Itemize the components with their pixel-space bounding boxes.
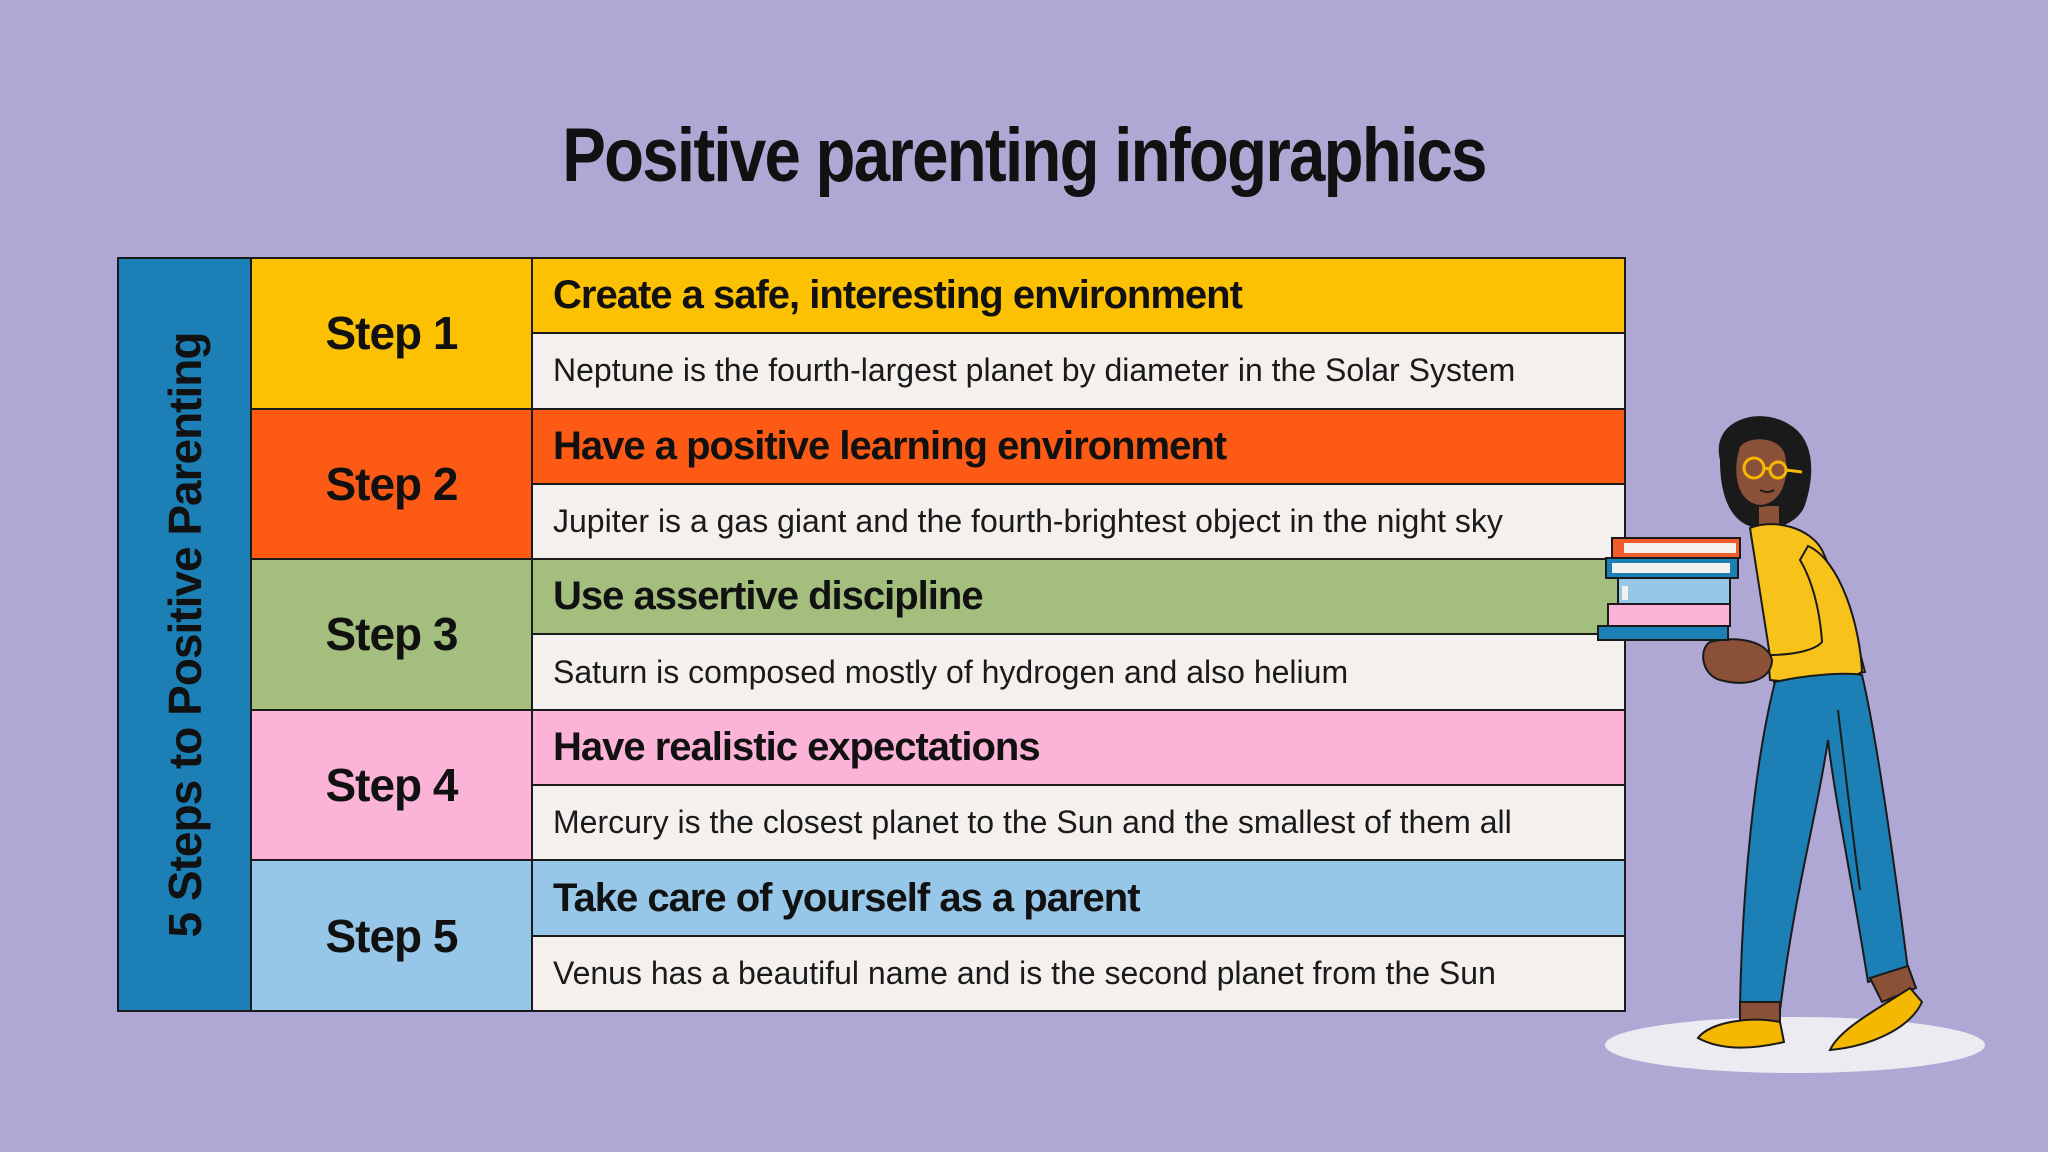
step-content-1 xyxy=(533,259,1624,408)
step-content-3 xyxy=(533,560,1624,709)
step-description-3: Saturn is composed mostly of hydrogen and also helium xyxy=(533,635,1624,708)
step-description-4: Mercury is the closest planet to the Sun and the smallest of them all xyxy=(533,786,1624,859)
step-content-2 xyxy=(533,410,1624,559)
step-heading-5: Take care of yourself as a parent xyxy=(533,861,1624,936)
step-row-5 xyxy=(252,861,1624,1010)
step-content-4 xyxy=(533,711,1624,860)
step-row-2 xyxy=(252,410,1624,561)
step-label-2: Step 2 xyxy=(252,410,533,559)
page-title: Positive parenting infographics xyxy=(562,113,1486,198)
woman-carrying-books-illustration xyxy=(1590,410,1990,1080)
sidebar-label: 5 Steps to Positive Parenting xyxy=(158,332,211,937)
step-description-5: Venus has a beautiful name and is the second planet from the Sun xyxy=(533,937,1624,1010)
step-label-1: Step 1 xyxy=(252,259,533,408)
step-description-2: Jupiter is a gas giant and the fourth-brightest object in the night sky xyxy=(533,485,1624,558)
step-rows xyxy=(252,259,1624,1010)
step-description-1: Neptune is the fourth-largest planet by diameter in the Solar System xyxy=(533,334,1624,407)
step-content-5 xyxy=(533,861,1624,1010)
step-heading-4: Have realistic expectations xyxy=(533,711,1624,786)
step-row-4 xyxy=(252,711,1624,862)
step-row-3 xyxy=(252,560,1624,711)
step-heading-1: Create a safe, interesting environment xyxy=(533,259,1624,334)
step-label-4: Step 4 xyxy=(252,711,533,860)
step-label-5: Step 5 xyxy=(252,861,533,1010)
sidebar-band xyxy=(119,259,252,1010)
step-heading-2: Have a positive learning environment xyxy=(533,410,1624,485)
step-label-3: Step 3 xyxy=(252,560,533,709)
steps-table xyxy=(117,257,1626,1012)
step-row-1 xyxy=(252,259,1624,410)
step-heading-3: Use assertive discipline xyxy=(533,560,1624,635)
